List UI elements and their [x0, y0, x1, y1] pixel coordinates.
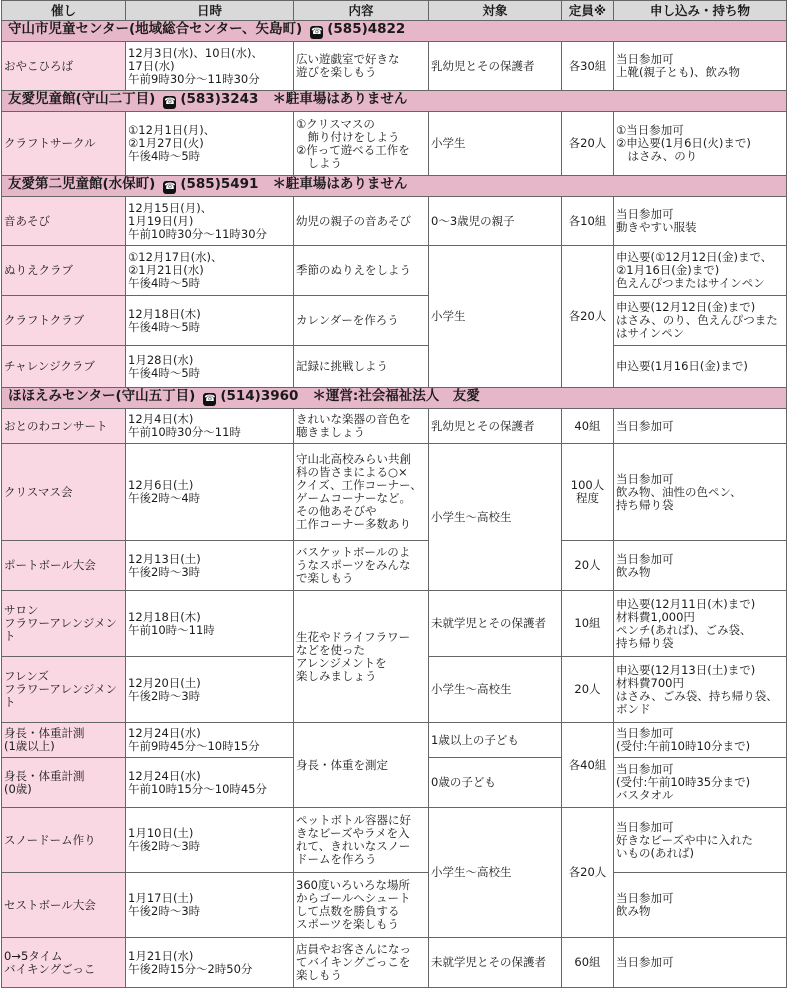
- event-target: 小学生～高校生: [429, 657, 562, 723]
- event-content: 店員やお客さんになっ てバイキングごっこを 楽しもう: [294, 938, 429, 988]
- event-content: 生花やドライフラワー などを使った アレンジメントを 楽しみましょう: [294, 591, 429, 723]
- table-row: [2, 541, 787, 591]
- section-name: 守山市児童センター(地域総合センター、矢島町): [8, 21, 303, 37]
- event-name: 0→5タイム バイキングごっこ: [2, 938, 126, 988]
- event-content: 守山北高校みらい共創 科の皆さまによる○× クイズ、工作コーナー、 ゲームコーナーなど。 その他あそびや 工作コーナー多数あり: [294, 444, 429, 541]
- event-capacity: 各40組: [562, 723, 614, 808]
- event-datetime: 1月21日(水) 午後2時15分～2時50分: [126, 938, 294, 988]
- event-target: 0～3歳児の親子: [429, 197, 562, 246]
- event-name: クラフトクラブ: [2, 296, 126, 346]
- event-name: ぬりえクラブ: [2, 246, 126, 296]
- table-row: [2, 112, 787, 176]
- section-header: [2, 388, 787, 409]
- event-datetime: 1月28日(水) 午後4時～5時: [126, 346, 294, 388]
- event-capacity: 各20人: [562, 808, 614, 938]
- event-datetime: 12月18日(木) 午前10時～11時: [126, 591, 294, 657]
- event-apply: 申込要(12月13日(土)まで) 材料費700円 はさみ、ごみ袋、持ち帰り袋、 ボンド: [614, 657, 787, 723]
- event-datetime: ①12月1日(月)、 ②1月27日(火) 午後4時～5時: [126, 112, 294, 176]
- event-content: 身長・体重を測定: [294, 723, 429, 808]
- header-datetime: 日時: [126, 1, 294, 21]
- table-row: [2, 197, 787, 246]
- event-datetime: 12月6日(土) 午後2時～4時: [126, 444, 294, 541]
- event-datetime: 12月3日(水)、10日(水)、 17日(水) 午前9時30分～11時30分: [126, 42, 294, 91]
- event-datetime: 1月10日(土) 午後2時～3時: [126, 808, 294, 873]
- section-name: 友愛第二児童館(水保町): [8, 176, 156, 192]
- section-row: [2, 388, 787, 409]
- event-apply: 当日参加可: [614, 409, 787, 444]
- event-content: 幼児の親子の音あそび: [294, 197, 429, 246]
- event-capacity: 60組: [562, 938, 614, 988]
- event-datetime: 12月18日(木) 午後4時～5時: [126, 296, 294, 346]
- section-note: ＊駐車場はありません: [272, 176, 408, 192]
- event-content: 広い遊戯室で好きな 遊びを楽しもう: [294, 42, 429, 91]
- event-name: おとのわコンサート: [2, 409, 126, 444]
- event-name: サロン フラワーアレンジメント: [2, 591, 126, 657]
- event-name: 身長・体重計測 (1歳以上): [2, 723, 126, 758]
- event-apply: 当日参加可 飲み物: [614, 541, 787, 591]
- section-header: [2, 91, 787, 112]
- event-apply: 申込要(12月12日(金)まで) はさみ、のり、色えんぴつまた はサインペン: [614, 296, 787, 346]
- event-datetime: 12月4日(木) 午前10時30分～11時: [126, 409, 294, 444]
- event-name: ポートボール大会: [2, 541, 126, 591]
- event-apply: 当日参加可 上靴(親子とも)、飲み物: [614, 42, 787, 91]
- event-target: 0歳の子ども: [429, 758, 562, 808]
- event-apply: 当日参加可 好きなビーズや中に入れた いもの(あれば): [614, 808, 787, 873]
- event-capacity: 100人 程度: [562, 444, 614, 541]
- header-event: 催し: [2, 1, 126, 21]
- section-phone: (514)3960: [220, 388, 299, 404]
- table-row: [2, 938, 787, 988]
- event-table: [1, 0, 787, 988]
- event-target: 小学生: [429, 246, 562, 388]
- event-content: 季節のぬりえをしよう: [294, 246, 429, 296]
- event-capacity: 40組: [562, 409, 614, 444]
- event-name: スノードーム作り: [2, 808, 126, 873]
- event-name: 音あそび: [2, 197, 126, 246]
- event-content: ペットボトル容器に好 きなビーズやラメを入 れて、きれいなスノー ドームを作ろう: [294, 808, 429, 873]
- header-capacity: 定員※: [562, 1, 614, 21]
- event-content: バスケットボールのよ うなスポーツをみんな で楽しもう: [294, 541, 429, 591]
- section-row: [2, 91, 787, 112]
- event-target: 1歳以上の子ども: [429, 723, 562, 758]
- section-phone: (585)4822: [327, 21, 406, 37]
- phone-icon: ☎: [164, 97, 176, 107]
- event-name: フレンズ フラワーアレンジメント: [2, 657, 126, 723]
- event-target: 小学生: [429, 112, 562, 176]
- event-target: 乳幼児とその保護者: [429, 42, 562, 91]
- event-datetime: 12月13日(土) 午後2時～3時: [126, 541, 294, 591]
- header-apply: 申し込み・持ち物: [614, 1, 787, 21]
- event-datetime: 12月24日(水) 午前9時45分～10時15分: [126, 723, 294, 758]
- phone-icon: ☎: [204, 394, 216, 404]
- event-capacity: 各20人: [562, 112, 614, 176]
- section-header: [2, 21, 787, 42]
- table-row: [2, 246, 787, 296]
- event-target: 未就学児とその保護者: [429, 938, 562, 988]
- event-capacity: 20人: [562, 541, 614, 591]
- event-apply: 当日参加可: [614, 938, 787, 988]
- event-capacity: 各20人: [562, 246, 614, 388]
- table-row: [2, 409, 787, 444]
- event-content: 360度いろいろな場所 からゴールへシュート して点数を勝負する スポーツを楽しもう: [294, 873, 429, 938]
- header-content: 内容: [294, 1, 429, 21]
- event-name: おやこひろば: [2, 42, 126, 91]
- event-datetime: 12月24日(水) 午前10時15分～10時45分: [126, 758, 294, 808]
- phone-icon: ☎: [311, 27, 323, 37]
- section-header: [2, 176, 787, 197]
- event-apply: 当日参加可 飲み物: [614, 873, 787, 938]
- event-content: 記録に挑戦しよう: [294, 346, 429, 388]
- event-name: チャレンジクラブ: [2, 346, 126, 388]
- event-capacity: 20人: [562, 657, 614, 723]
- section-phone: (585)5491: [180, 176, 259, 192]
- phone-icon: ☎: [164, 182, 176, 192]
- table-row: [2, 873, 787, 938]
- table-row: [2, 296, 787, 346]
- event-name: セストボール大会: [2, 873, 126, 938]
- event-target: 乳幼児とその保護者: [429, 409, 562, 444]
- event-target: 小学生～高校生: [429, 808, 562, 938]
- section-note: ＊駐車場はありません: [272, 91, 408, 107]
- table-row: [2, 42, 787, 91]
- event-name: クラフトサークル: [2, 112, 126, 176]
- event-apply: 申込要(12月11日(木)まで) 材料費1,000円 ペンチ(あれば)、ごみ袋、 持ち帰り袋: [614, 591, 787, 657]
- table-row: [2, 444, 787, 541]
- section-row: [2, 176, 787, 197]
- event-apply: 当日参加可 (受付:午前10時35分まで) バスタオル: [614, 758, 787, 808]
- event-capacity: 各10組: [562, 197, 614, 246]
- event-apply: 当日参加可 動きやすい服装: [614, 197, 787, 246]
- section-name: 友愛児童館(守山二丁目): [8, 91, 156, 107]
- event-name: 身長・体重計測 (0歳): [2, 758, 126, 808]
- section-note: ＊運営:社会福祉法人 友愛: [312, 388, 480, 404]
- table-row: [2, 808, 787, 873]
- event-capacity: 各30組: [562, 42, 614, 91]
- event-datetime: ①12月17日(水)、 ②1月21日(水) 午後4時～5時: [126, 246, 294, 296]
- event-target: 未就学児とその保護者: [429, 591, 562, 657]
- event-target: 小学生～高校生: [429, 444, 562, 591]
- header-target: 対象: [429, 1, 562, 21]
- event-apply: 申込要(①12月12日(金)まで、 ②1月16日(金)まで) 色えんぴつまたはサインペン: [614, 246, 787, 296]
- event-apply: ①当日参加可 ②申込要(1月6日(火)まで) はさみ、のり: [614, 112, 787, 176]
- header-row: [2, 1, 787, 21]
- event-name: クリスマス会: [2, 444, 126, 541]
- event-datetime: 12月20日(土) 午後2時～3時: [126, 657, 294, 723]
- event-capacity: 10組: [562, 591, 614, 657]
- event-content: カレンダーを作ろう: [294, 296, 429, 346]
- table-row: [2, 591, 787, 657]
- event-apply: 当日参加可 (受付:午前10時10分まで): [614, 723, 787, 758]
- event-apply: 申込要(1月16日(金)まで): [614, 346, 787, 388]
- section-phone: (583)3243: [180, 91, 259, 107]
- event-content: ①クリスマスの 飾り付けをしよう ②作って遊べる工作を しよう: [294, 112, 429, 176]
- event-content: きれいな楽器の音色を 聴きましょう: [294, 409, 429, 444]
- section-row: [2, 21, 787, 42]
- event-apply: 当日参加可 飲み物、油性の色ペン、 持ち帰り袋: [614, 444, 787, 541]
- event-datetime: 12月15日(月)、 1月19日(月) 午前10時30分～11時30分: [126, 197, 294, 246]
- table-row: [2, 346, 787, 388]
- event-datetime: 1月17日(土) 午後2時～3時: [126, 873, 294, 938]
- section-name: ほほえみセンター(守山五丁目): [8, 388, 196, 404]
- table-row: [2, 723, 787, 758]
